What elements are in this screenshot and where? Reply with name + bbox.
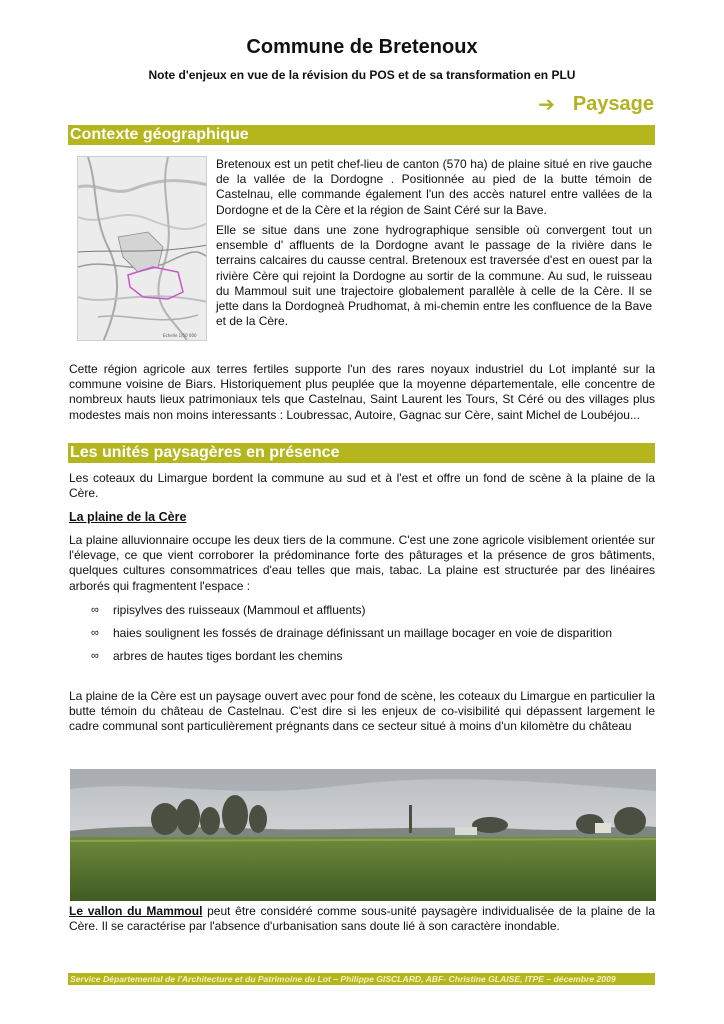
arrow-right-icon: ➔ — [538, 93, 555, 116]
panorama-drawing — [70, 769, 656, 901]
list-item — [69, 603, 655, 618]
vallon-subheading: Le vallon du Mammoul — [69, 904, 203, 918]
plaine-paragraph-2: La plaine de la Cère est un paysage ouvert avec pour fond de scène, les coteaux du Limargue en particulier la butte témoin du château de Castelnau. C'est dire si les enjeux de co-visibilité qui dépassent largement le cadre communal sont particulièrement prégnants dans ce secteur situé à moins d'un kilomètre du château — [69, 689, 655, 734]
bullet-icon: ∞ — [91, 604, 99, 616]
list-item — [69, 649, 655, 664]
bullet-icon: ∞ — [91, 650, 99, 663]
section-label: Paysage — [572, 93, 654, 115]
document-subtitle: Note d'enjeux en vue de la révision du POS et de sa transformation en PLU — [148, 68, 576, 82]
heading-unites: Les unités paysagères en présence — [68, 443, 655, 463]
vallon-paragraph — [69, 904, 655, 934]
contexte-paragraph-1: Bretenoux est un petit chef-lieu de canton (570 ha) de plaine situé en rive gauche de la vallée de la Dordogne . Positionnée au pied de la butte témoin de Castelnau, elle commande également l'un des accès naturel entre vallées de la Dordogne et de la Cère et la région de Saint Céré sur la Bave. — [216, 157, 652, 217]
footer-credits: Service Départemental de l'Architecture et du Patrimoine du Lot – Philippe GISCLARD, ABF- Christine GLAISE, ITPE – décembre 2009 — [68, 973, 655, 985]
map-caption: Echelle 1/50 000 — [163, 333, 197, 338]
bullet-icon: ∞ — [91, 627, 99, 640]
contexte-paragraph-2: Elle se situe dans une zone hydrographique sensible où convergent tout un ensemble d' affluents de la Dordogne avant le passage de la rivière dans le terrains calcaires du causse central. Bretenoux est traversée d'est en ouest par la rivière Cère qui rejoint la Dordogne au sortir de la commune. Au sud, le ruisseau du Mammoul suit une trajectoire globalement parallèle à celle de la Cère. Il se jette dans la Dordogneà Prudhomat, à mi-chemin entre les confluence de la Bave et de la Cère. — [216, 223, 652, 329]
topographic-map-image — [77, 156, 207, 341]
list-item-text: arbres de hautes tiges bordant les chemins — [113, 649, 343, 664]
landscape-features-list — [69, 603, 655, 665]
contexte-paragraph-3: Cette région agricole aux terres fertiles supporte l'un des rares noyaux industriel du Lot implanté sur la commune voisine de Biars. Historiquement plus peuplée que la moyenne départementale, elle concentre de nombreux hauts lieux patrimoniaux tels que Castelnau, Saint Laurent les Tours, St Céré ou des villages plus modestes mais non moins interessants : Loubressac, Autoire, Gagnac sur Cère, saint Michel de Loubéjou... — [69, 362, 655, 422]
section-tag — [538, 93, 654, 116]
plaine-subheading: La plaine de la Cère — [69, 510, 187, 524]
list-item-text: haies soulignent les fossés de drainage définissant un maillage bocager en voie de disparition — [113, 626, 612, 641]
plain-panorama-photo — [70, 769, 656, 901]
heading-contexte: Contexte géographique — [68, 125, 655, 145]
plaine-paragraph-1: La plaine alluvionnaire occupe les deux tiers de la commune. C'est une zone agricole visiblement orientée sur l'élevage, ce que vient corroborer la prédominance forte des pâturages et la présence de gros bâtiments, quelques cultures consommatrices d'eau telles que mais, tabac. La plaine est structurée par des linéaires arborés qui fragmentent l'espace : — [69, 533, 655, 593]
unites-intro: Les coteaux du Limargue bordent la commune au sud et à l'est et offre un fond de scène à la plaine de la Cère. — [69, 471, 655, 501]
document-title: Commune de Bretenoux — [246, 36, 478, 58]
vallon-text: peut être considéré comme sous-unité paysagère individualisée de la plaine de la Cère. Il se caractérise par l'absence d'urbanisation sans doute lié à son caractère inondable. — [69, 904, 655, 934]
list-item-text: ripisylves des ruisseaux (Mammoul et affluents) — [113, 603, 366, 617]
list-item — [69, 626, 655, 641]
map-drawing — [78, 157, 207, 341]
